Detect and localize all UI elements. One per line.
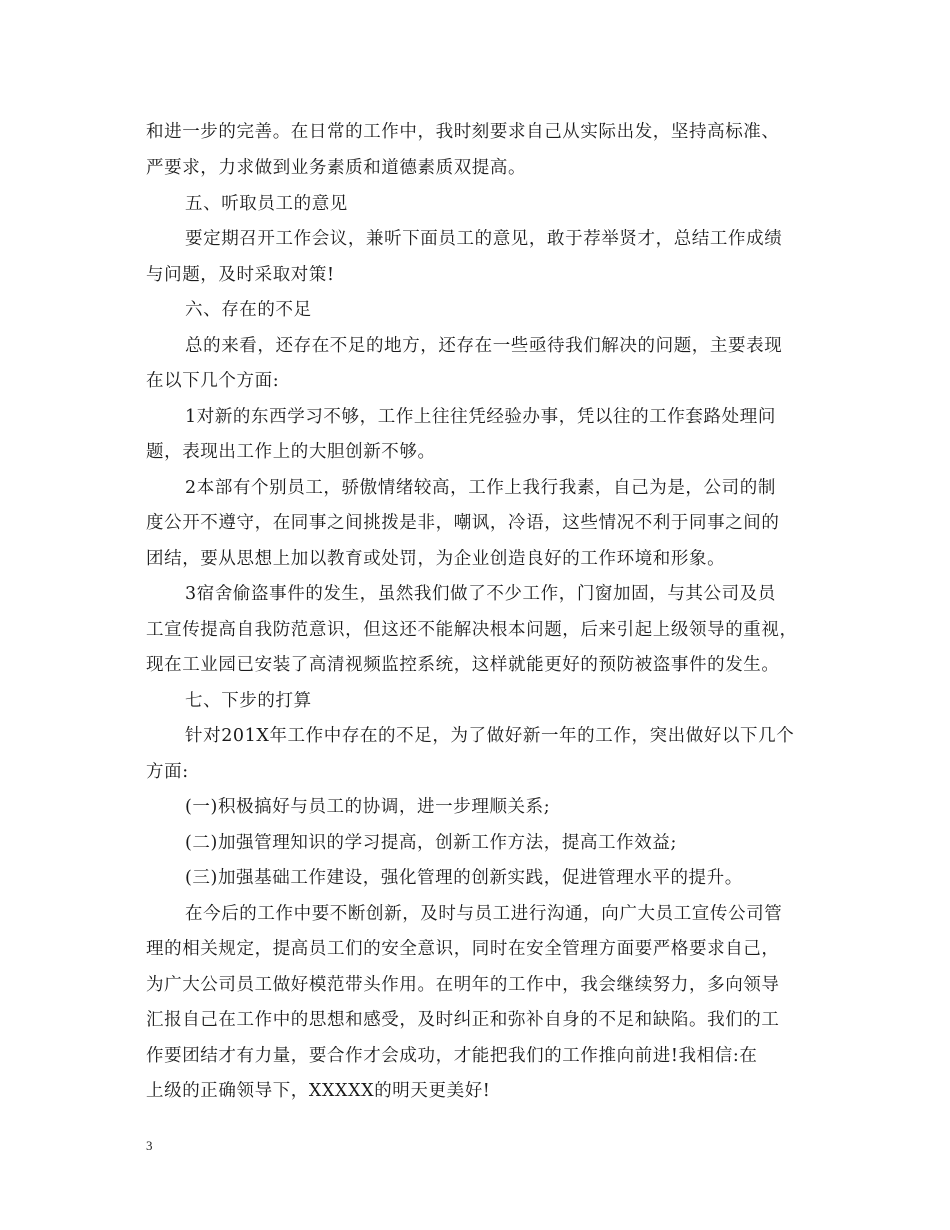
list-item-line: 1对新的东西学习不够，工作上往往凭经验办事，凭以往的工作套路处理问 [185,407,776,427]
body-text-line: 针对201X年工作中存在的不足，为了做好新一年的工作，突出做好以下几个 [185,726,795,746]
body-text-line: 在以下几个方面: [146,371,280,391]
list-item-line: (二)加强管理知识的学习提高，创新工作方法，提高工作效益; [185,833,677,853]
list-item-line: 3宿舍偷盗事件的发生，虽然我们做了不少工作，门窗加固，与其公司及员 [185,584,776,604]
section-heading-5: 五、听取员工的意见 [185,194,348,214]
body-text-line: 和进一步的完善。在日常的工作中，我时刻要求自己从实际出发，坚持高标准、 [146,122,780,142]
body-text-line: 度公开不遵守，在同事之间挑拨是非，嘲讽，冷语，这些情况不利于同事之间的 [146,513,780,533]
section-heading-7: 七、下步的打算 [185,691,312,711]
section-heading-6: 六、存在的不足 [185,300,312,320]
body-text-line: 严要求，力求做到业务素质和道德素质双提高。 [146,158,527,178]
list-item-line: (三)加强基础工作建设，强化管理的创新实践，促进管理水平的提升。 [185,868,743,888]
body-text-line: 作要团结才有力量，要合作才会成功，才能把我们的工作推向前进!我相信:在 [146,1046,758,1066]
body-text-line: 总的来看，还存在不足的地方，还存在一些亟待我们解决的问题，主要表现 [185,336,783,356]
body-text-line: 为广大公司员工做好模范带头作用。在明年的工作中，我会继续努力，多向领导 [146,975,780,995]
body-text-line: 现在工业园已安装了高清视频监控系统，这样就能更好的预防被盗事件的发生。 [146,655,780,675]
body-text-line: 方面: [146,762,189,782]
list-item-line: (一)积极搞好与员工的协调，进一步理顺关系; [185,797,551,817]
body-text-line: 团结，要从思想上加以教育或处罚，为企业创造良好的工作环境和形象。 [146,549,726,569]
body-text-line: 与问题，及时采取对策! [146,265,335,285]
body-text-line: 汇报自己在工作中的思想和感受，及时纠正和弥补自身的不足和缺陷。我们的工 [146,1010,780,1030]
body-text-line: 上级的正确领导下，XXXXX的明天更美好! [146,1081,491,1101]
body-text-line: 在今后的工作中要不断创新，及时与员工进行沟通，向广大员工宣传公司管 [185,904,783,924]
list-item-line: 2本部有个别员工，骄傲情绪较高，工作上我行我素，自己为是，公司的制 [185,478,776,498]
body-text-line: 工宣传提高自我防范意识，但这还不能解决根本问题，后来引起上级领导的重视， [146,620,798,640]
body-text-line: 题，表现出工作上的大胆创新不够。 [146,442,436,462]
body-text-line: 理的相关规定，提高员工们的安全意识，同时在安全管理方面要严格要求自己， [146,939,780,959]
body-text-line: 要定期召开工作会议，兼听下面员工的意见，敢于荐举贤才，总结工作成绩 [185,229,783,249]
page-number: 3 [146,1138,153,1153]
